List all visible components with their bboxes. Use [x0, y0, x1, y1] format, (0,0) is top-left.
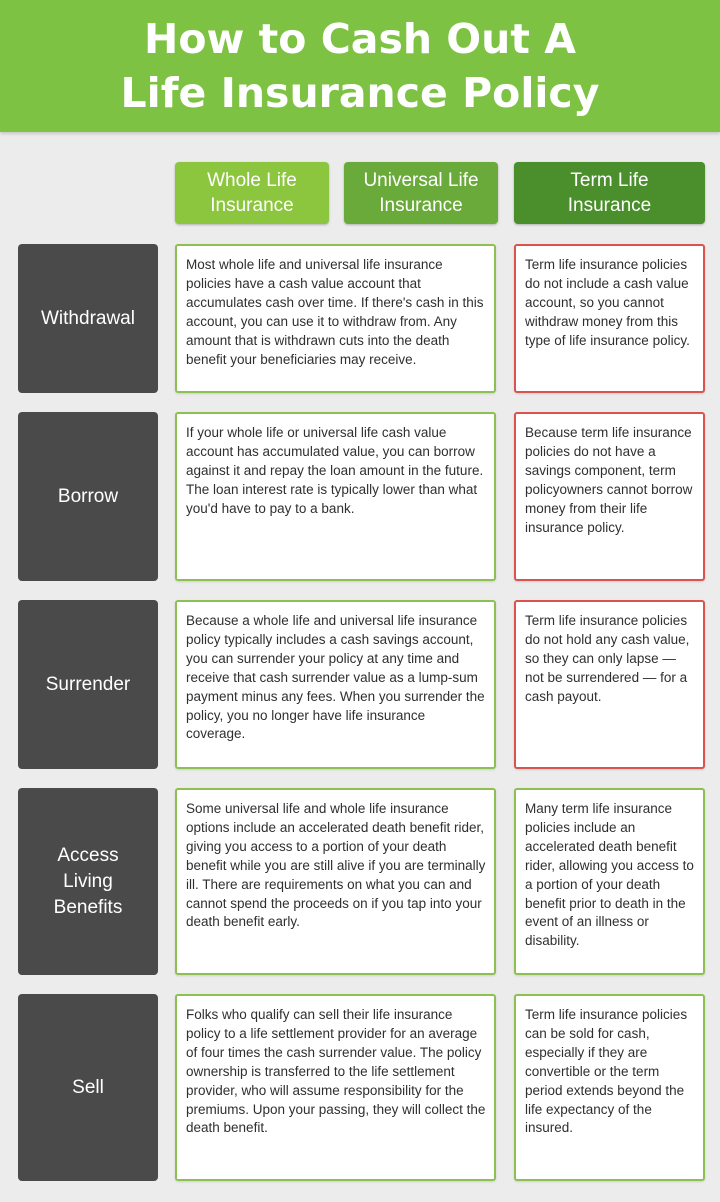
column-header-whole-life: [175, 162, 329, 224]
row-label-access-living-benefits: [18, 788, 158, 975]
row-label-text: Benefits: [53, 896, 123, 918]
cell-borrow-term: Because term life insurance policies do not have a savings component, term policyowners cannot borrow money from their life insurance policy.: [514, 412, 705, 581]
column-header-text: Insurance: [567, 195, 652, 216]
row-label-surrender: [18, 600, 158, 769]
column-header-term-life: [514, 162, 705, 224]
cell-access-living-benefits-term: Many term life insurance policies include an accelerated death benefit rider, allowing you access to a portion of your death benefit prior to death in the event of an illness or disability.: [514, 788, 705, 975]
page-title-line-2: Life Insurance Policy: [120, 69, 600, 117]
row-label-sell: [18, 994, 158, 1181]
row-label-text: Access: [57, 844, 119, 866]
cell-surrender-whole-universal: Because a whole life and universal life insurance policy typically includes a cash savings account, you can surrender your policy at any time and receive that cash surrender value as a lump-sum payment minus any fees. When you surrender the policy, you no longer have life insurance coverage.: [175, 600, 496, 769]
row-label-withdrawal: [18, 244, 158, 393]
column-header-text: Whole Life: [207, 170, 297, 191]
cell-sell-whole-universal: Folks who qualify can sell their life insurance policy to a life settlement provider for an average of four times the cash surrender value. The policy ownership is transferred to the life settlement provider, who will assume responsibility for the premiums. Upon your passing, they will collect the death benefit.: [175, 994, 496, 1181]
column-header-text: Term Life: [570, 170, 649, 191]
cell-withdrawal-whole-universal: Most whole life and universal life insurance policies have a cash value account that accumulates cash over time. If there's cash in this account, you can use it to withdraw from. Any amount that is withdrawn cuts into the death benefit your beneficiaries may receive.: [175, 244, 496, 393]
row-label-text: Borrow: [57, 485, 119, 507]
cell-borrow-whole-universal: If your whole life or universal life cash value account has accumulated value, you can borrow against it and repay the loan amount in the future. The loan interest rate is typically lower than what you'd have to pay to a bank.: [175, 412, 496, 581]
row-label-text: Surrender: [45, 673, 131, 695]
column-header-text: Insurance: [379, 195, 463, 216]
cell-sell-term: Term life insurance policies can be sold for cash, especially if they are convertible or the term period extends beyond the life expectancy of the insured.: [514, 994, 705, 1181]
column-header-universal-life: [344, 162, 498, 224]
page-header: [0, 0, 720, 132]
row-label-text: Withdrawal: [41, 307, 135, 329]
cell-access-living-benefits-whole-universal: Some universal life and whole life insurance options include an accelerated death benefit rider, giving you access to a portion of your death benefit while you are still alive if you are terminally ill. There are requirements on what you can and cannot spend the proceeds on if you tap into your death benefit early.: [175, 788, 496, 975]
cell-withdrawal-term: Term life insurance policies do not include a cash value account, so you cannot withdraw money from this type of life insurance policy.: [514, 244, 705, 393]
row-label-text: Living: [63, 870, 113, 892]
column-header-text: Insurance: [210, 195, 294, 216]
column-header-text: Universal Life: [363, 170, 479, 191]
row-label-text: Sell: [72, 1076, 104, 1098]
page-title-line-1: How to Cash Out A: [144, 15, 576, 63]
row-label-borrow: [18, 412, 158, 581]
cell-surrender-term: Term life insurance policies do not hold any cash value, so they can only lapse — not be surrendered — for a cash payout.: [514, 600, 705, 769]
